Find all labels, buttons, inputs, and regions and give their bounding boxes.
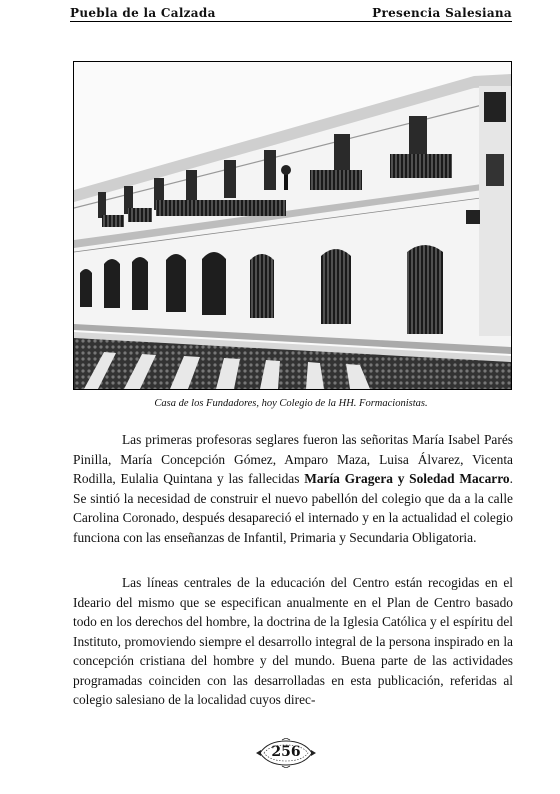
running-header <box>70 0 512 20</box>
paragraph-1-text-a: Las primeras profesoras seglares fueron las señoritas María Isabel Parés Pinilla, María Concepción Gómez, Amparo Maza, Luisa Álvarez, Vicenta Rodilla, Eulalia Quintana y las fallecidas <box>73 432 513 486</box>
header-rule <box>70 21 512 22</box>
paragraph-1-bold-names: María Gragera y Soledad Macarro <box>304 471 510 486</box>
header-book-title: Puebla de la Calzada <box>70 6 216 20</box>
paragraph-1 <box>73 430 513 547</box>
page-number: 256 <box>271 744 301 760</box>
paragraph-2-text: Las líneas centrales de la educación del Centro están recogidas en el Ideario del mismo que se especifican anualmente en el Plan de Centro basado todo en los derechos del hombre, la doctrina de la Iglesia Católica y el espíritu del Instituto, promoviendo siempre el desarrollo integral de la persona inspirado en la concepción cristiana del hombre y del mundo. Buena parte de las actividades programadas coinciden con las desarrolladas en esta publicación, referidas al colegio salesiano de la localidad cuyos direc- <box>73 575 513 707</box>
header-section-title: Presencia Salesiana <box>372 6 512 20</box>
building-photo-illustration <box>74 62 511 389</box>
paragraph-1-text-b: . Se sintió la necesidad de construir el nuevo pabellón del colegio que da a la calle Carolina Coronado, después desapareció el internado y en la actualidad el colegio funciona con las enseñanzas de Infantil, Primaria y Secundaria Obligatoria. <box>73 471 513 545</box>
page-number-ornament <box>256 738 316 768</box>
photo-caption: Casa de los Fundadores, hoy Colegio de la HH. Formacionistas. <box>154 398 428 409</box>
building-photo <box>73 61 512 390</box>
paragraph-2 <box>73 573 513 710</box>
